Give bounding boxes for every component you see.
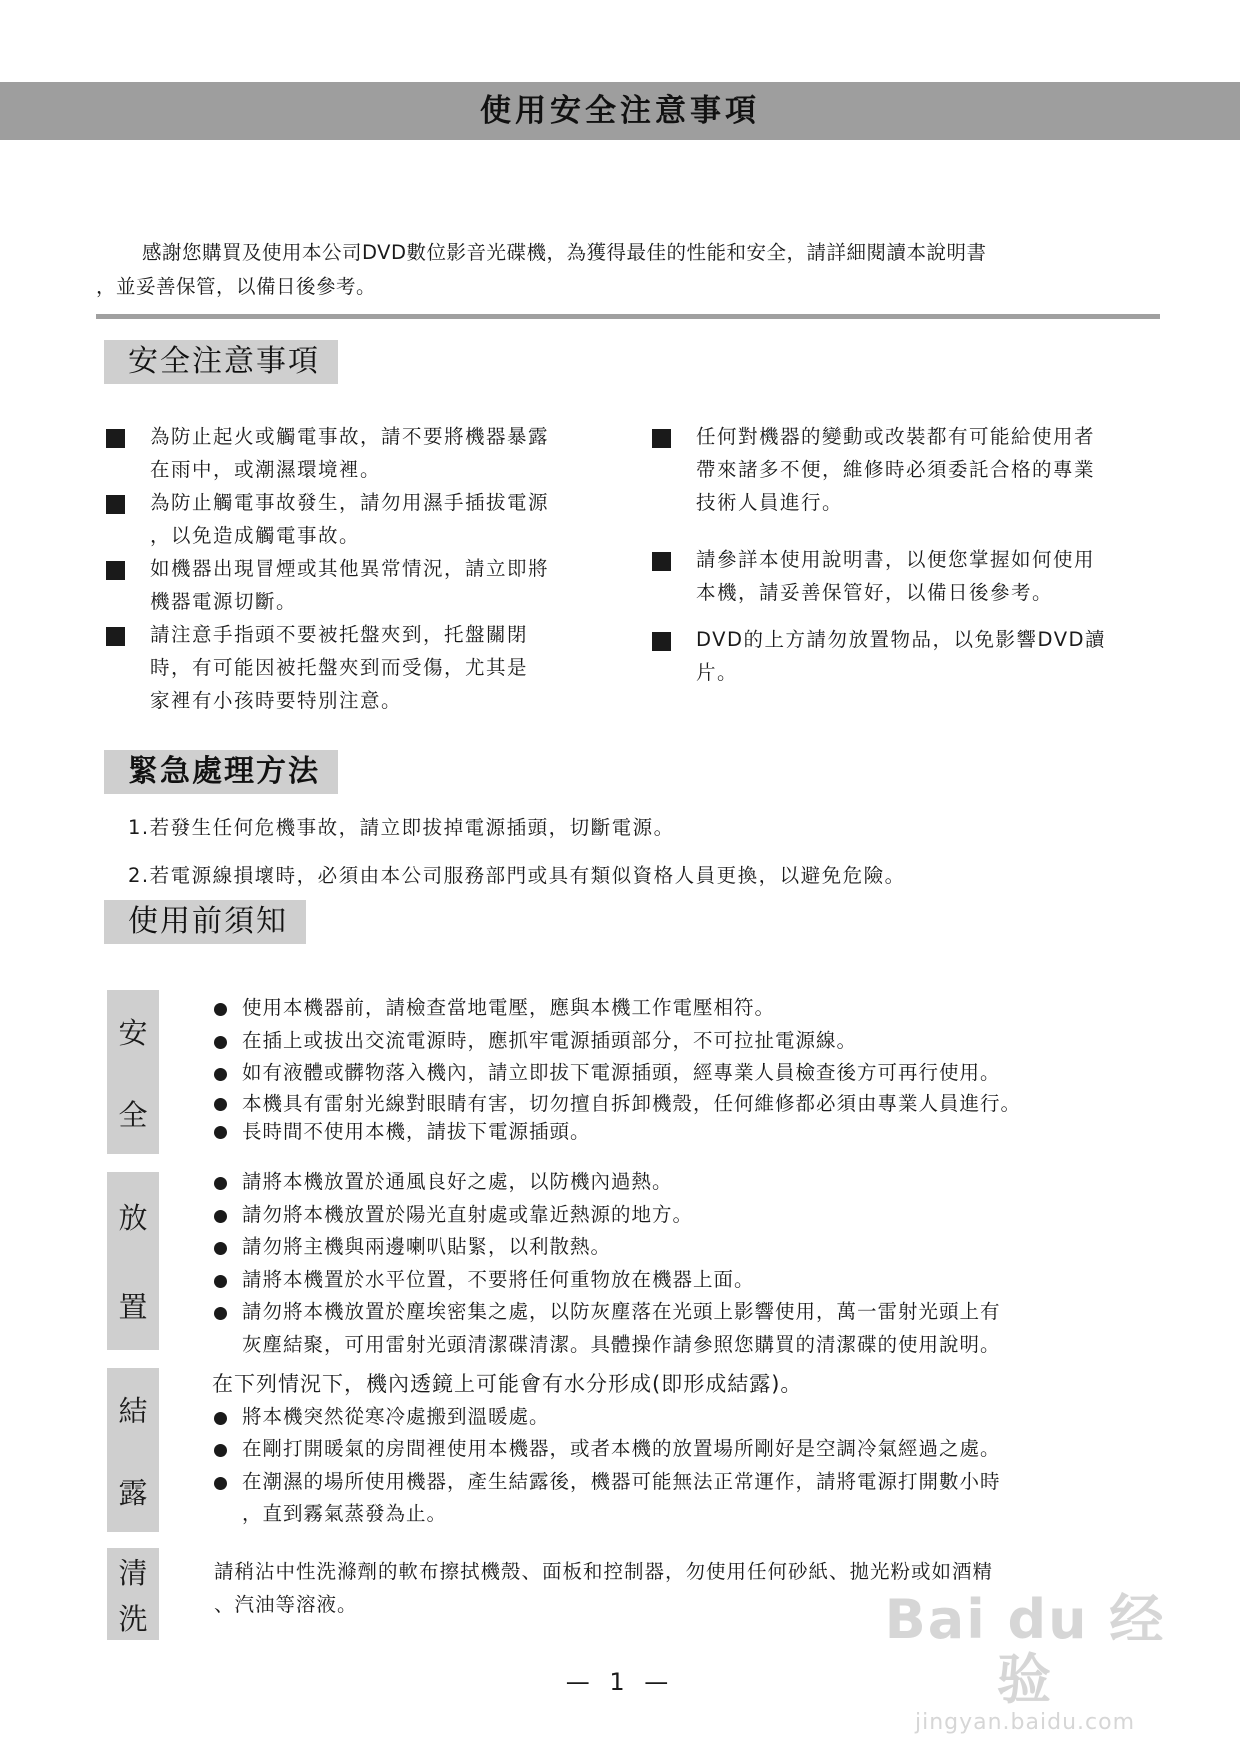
round-bullet-icon [214, 1210, 227, 1223]
tab-char: 洗 [118, 1601, 148, 1636]
tab-char: 露 [118, 1475, 148, 1510]
baidu-watermark [880, 1590, 1170, 1735]
round-bullet-icon [214, 1242, 227, 1255]
item-text: 本機具有雷射光線對眼睛有害，切勿擅自拆卸機殼，任何維修都必須由專業人員進行。 [242, 1091, 1022, 1115]
safety-right-column [652, 420, 1192, 689]
item-text: 如有液體或髒物落入機內，請立即拔下電源插頭，經專業人員檢查後方可再行使用。 [242, 1061, 1001, 1084]
safety-item [652, 623, 1192, 689]
round-bullet-icon [214, 1068, 227, 1081]
item-line: 機器電源切斷。 [150, 590, 298, 613]
safety-item [106, 486, 646, 552]
tab-cleaning [107, 1548, 159, 1640]
round-bullet-icon [214, 1477, 227, 1490]
safety-left-column [106, 420, 646, 717]
watermark-logo: Bai du 经验 [884, 1588, 1166, 1711]
round-bullet-icon [214, 1275, 227, 1288]
item-line: 請注意手指頭不要被托盤夾到，托盤關閉 [150, 623, 529, 646]
square-bullet-icon [652, 632, 671, 651]
item-text: 長時間不使用本機，請拔下電源插頭。 [242, 1119, 591, 1143]
placement-block-list [210, 1166, 1170, 1361]
item-line: 任何對機器的變動或改裝都有可能給使用者 [696, 425, 1096, 448]
list-item-continuation [210, 1329, 1170, 1362]
round-bullet-icon [214, 1412, 227, 1425]
round-bullet-icon [214, 1177, 227, 1190]
list-item [210, 1264, 1170, 1297]
safety-item [652, 543, 1192, 609]
tab-char: 結 [118, 1393, 148, 1428]
round-bullet-icon [214, 1444, 227, 1457]
item-text: 請勿將主機與兩邊喇叭貼緊，以利散熱。 [242, 1235, 612, 1258]
item-line: DVD的上方請勿放置物品，以免影響DVD讀 [696, 628, 1107, 651]
list-item [210, 1199, 1170, 1232]
item-line: 家裡有小孩時要特別注意。 [150, 689, 403, 712]
item-text: 將本機突然從寒冷處搬到溫暖處。 [242, 1404, 550, 1428]
cleaning-line-2: 、汽油等溶液。 [214, 1592, 358, 1616]
list-item [210, 1433, 1170, 1466]
item-text: 在剛打開暖氣的房間裡使用本機器，或者本機的放置場所剛好是空調冷氣經過之處。 [242, 1437, 1001, 1460]
list-item [210, 1401, 1170, 1434]
list-item [210, 1057, 1170, 1090]
item-text: 請將本機置於水平位置，不要將任何重物放在機器上面。 [242, 1267, 755, 1291]
list-item [210, 1231, 1170, 1264]
item-line: 技術人員進行。 [696, 491, 844, 514]
safety-item [106, 618, 646, 717]
safety-item [106, 420, 646, 486]
tab-placement [107, 1172, 159, 1350]
intro-line-2: ，並妥善保管，以備日後參考。 [96, 275, 377, 298]
item-line: 為防止起火或觸電事故，請不要將機器暴露 [150, 425, 550, 448]
square-bullet-icon [106, 627, 125, 646]
list-item-continuation [210, 1498, 1170, 1531]
item-line: ，以免造成觸電事故。 [150, 524, 361, 547]
tab-safety [107, 990, 159, 1154]
list-item [210, 1166, 1170, 1199]
safety-heading: 安全注意事項 [104, 340, 338, 384]
round-bullet-icon [214, 1307, 227, 1320]
emergency-item-1: 1.若發生任何危機事故，請立即拔掉電源插頭，切斷電源。 [128, 816, 675, 839]
item-text: 使用本機器前，請檢查當地電壓，應與本機工作電壓相符。 [242, 996, 776, 1019]
condensation-block-list [210, 1368, 1170, 1531]
item-text: 請將本機放置於通風良好之處，以防機內過熱。 [242, 1170, 673, 1193]
item-line: 如機器出現冒煙或其他異常情況，請立即將 [150, 557, 550, 580]
list-item [210, 1090, 1170, 1118]
tab-char: 置 [118, 1290, 148, 1324]
item-line: 為防止觸電事故發生，請勿用濕手插拔電源 [150, 491, 550, 514]
tab-char: 全 [118, 1097, 148, 1132]
item-line: 請參詳本使用說明書，以便您掌握如何使用 [696, 548, 1096, 571]
round-bullet-icon [214, 1036, 227, 1049]
cleaning-line-1: 請稍沾中性洗滌劑的軟布擦拭機殼、面板和控制器，勿使用任何砂紙、拋光粉或如酒精 [214, 1560, 994, 1583]
tab-condensation [107, 1368, 159, 1532]
list-item [210, 992, 1170, 1025]
item-text: 在插上或拔出交流電源時，應抓牢電源插頭部分，不可拉扯電源線。 [242, 1028, 858, 1052]
round-bullet-icon [214, 1126, 227, 1139]
item-text: 在潮濕的場所使用機器，產生結露後，機器可能無法正常運作，請將電源打開數小時 [242, 1469, 1001, 1493]
page-title-band [0, 82, 1240, 140]
round-bullet-icon [214, 1098, 227, 1111]
watermark-url: jingyan.baidu.com [914, 1710, 1136, 1735]
item-line: 時，有可能因被托盤夾到而受傷，尤其是 [150, 656, 529, 679]
square-bullet-icon [652, 429, 671, 448]
list-item [210, 1296, 1170, 1329]
safety-block-list [210, 992, 1170, 1146]
item-line: 片。 [696, 661, 739, 684]
square-bullet-icon [106, 429, 125, 448]
safety-item [652, 420, 1192, 519]
square-bullet-icon [652, 552, 671, 571]
intro-line-1: 感謝您購買及使用本公司DVD數位影音光碟機，為獲得最佳的性能和安全，請詳細閱讀本說明書 [142, 241, 987, 264]
intro-paragraph [96, 236, 1172, 304]
item-text: 灰塵結聚，可用雷射光頭清潔碟清潔。具體操作請參照您購買的清潔碟的使用說明。 [242, 1332, 1001, 1356]
item-text: 請勿將本機放置於塵埃密集之處，以防灰塵落在光頭上影響使用，萬一雷射光頭上有 [242, 1300, 1001, 1323]
list-item [210, 1118, 1170, 1146]
item-line: 本機，請妥善保管好，以備日後參考。 [696, 581, 1054, 604]
square-bullet-icon [106, 561, 125, 580]
divider-rule [96, 314, 1160, 319]
item-line: 在雨中，或潮濕環境裡。 [150, 458, 382, 481]
page-number: — 1 — [565, 1668, 675, 1696]
tab-char: 放 [118, 1201, 148, 1235]
emergency-item-2: 2.若電源線損壞時，必須由本公司服務部門或具有類似資格人員更換，以避免危險。 [128, 864, 906, 887]
item-text: ，直到霧氣蒸發為止。 [242, 1502, 448, 1525]
round-bullet-icon [214, 1003, 227, 1016]
tab-char: 清 [118, 1555, 148, 1590]
page-title: 使用安全注意事項 [480, 93, 760, 129]
item-line: 帶來諸多不便，維修時必須委託合格的專業 [696, 458, 1096, 481]
list-item [210, 1466, 1170, 1499]
emergency-heading: 緊急處理方法 [104, 750, 338, 794]
safety-item [106, 552, 646, 618]
list-item [210, 1025, 1170, 1058]
square-bullet-icon [106, 495, 125, 514]
item-text: 請勿將本機放置於陽光直射處或靠近熱源的地方。 [242, 1202, 694, 1226]
condensation-lead: 在下列情況下，機內透鏡上可能會有水分形成(即形成結露)。 [212, 1372, 803, 1396]
tab-char: 安 [118, 1015, 148, 1050]
before-use-heading: 使用前須知 [104, 900, 306, 944]
